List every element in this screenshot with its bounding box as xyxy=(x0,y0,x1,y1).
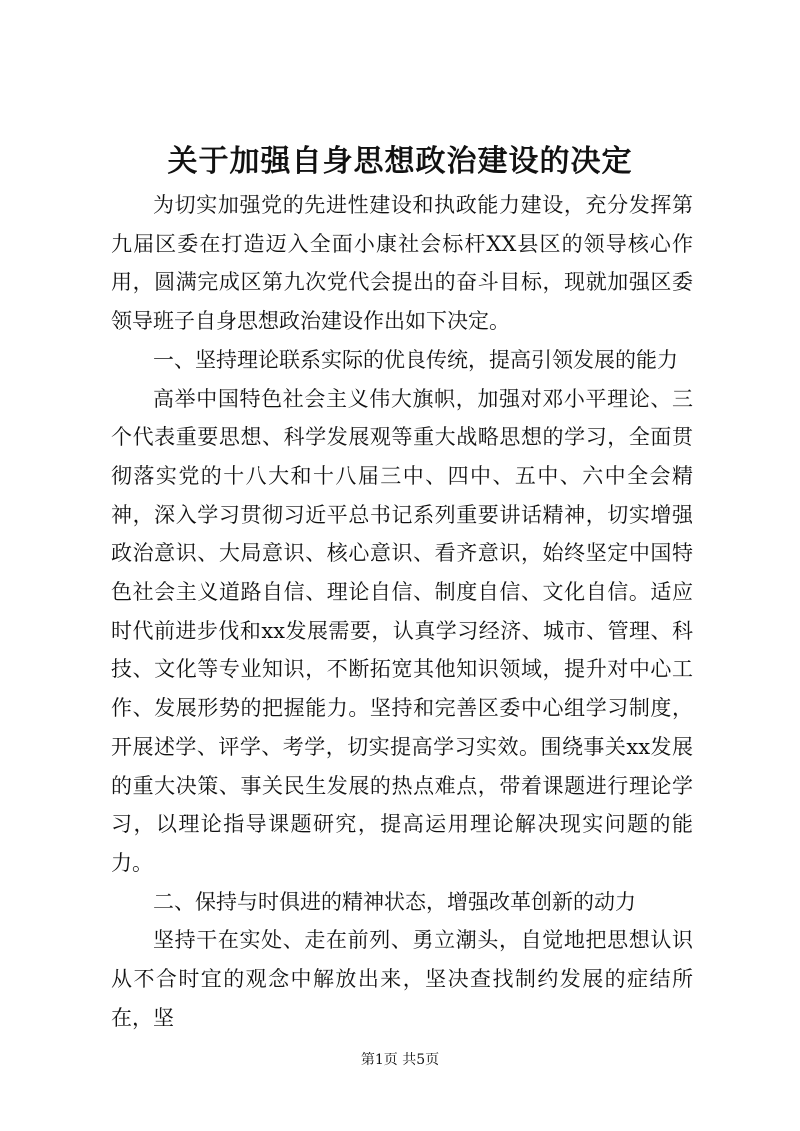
section-2-paragraph: 坚持干在实处、走在前列、勇立潮头，自觉地把思想认识从不合时宜的观念中解放出来，坚决查找制约发展的症结所在，坚 xyxy=(111,928,693,1030)
page-number: 第1页 共5页 xyxy=(360,1052,440,1068)
document-title: 关于加强自身思想政治建设的决定 xyxy=(167,144,633,179)
section-heading-2: 二、保持与时俱进的精神状态，增强改革创新的动力 xyxy=(153,889,636,914)
section-1-paragraph: 高举中国特色社会主义伟大旗帜，加强对邓小平理论、三个代表重要思想、科学发展观等重大战略思想的学习，全面贯彻落实党的十八大和十八届三中、四中、五中、六中全会精神，深入学习贯彻习近平总书记系列重要讲话精神，切实增强政治意识、大局意识、核心意识、看齐意识，始终坚定中国特色社会主义道路自信、理论自信、制度自信、文化自信。适应时代前进步伐和xx发展需要，认真学习经济、城市、管理、科技、文化等专业知识，不断拓宽其他知识领域，提升对中心工作、发展形势的把握能力。坚持和完善区委中心组学习制度，开展述学、评学、考学，切实提高学习实效。围绕事关xx发展的重大决策、事关民生发展的热点难点，带着课题进行理论学习，以理论指导课题研究，提高运用理论解决现实问题的能力。 xyxy=(111,386,693,875)
intro-paragraph: 为切实加强党的先进性建设和执政能力建设，充分发挥第九届区委在打造迈入全面小康社会标杆XX县区的领导核心作用，圆满完成区第九次党代会提出的奋斗目标，现就加强区委领导班子自身思想政治建设作出如下决定。 xyxy=(111,193,693,334)
document-body xyxy=(111,186,693,1037)
section-heading-1: 一、坚持理论联系实际的优良传统，提高引领发展的能力 xyxy=(153,347,678,372)
